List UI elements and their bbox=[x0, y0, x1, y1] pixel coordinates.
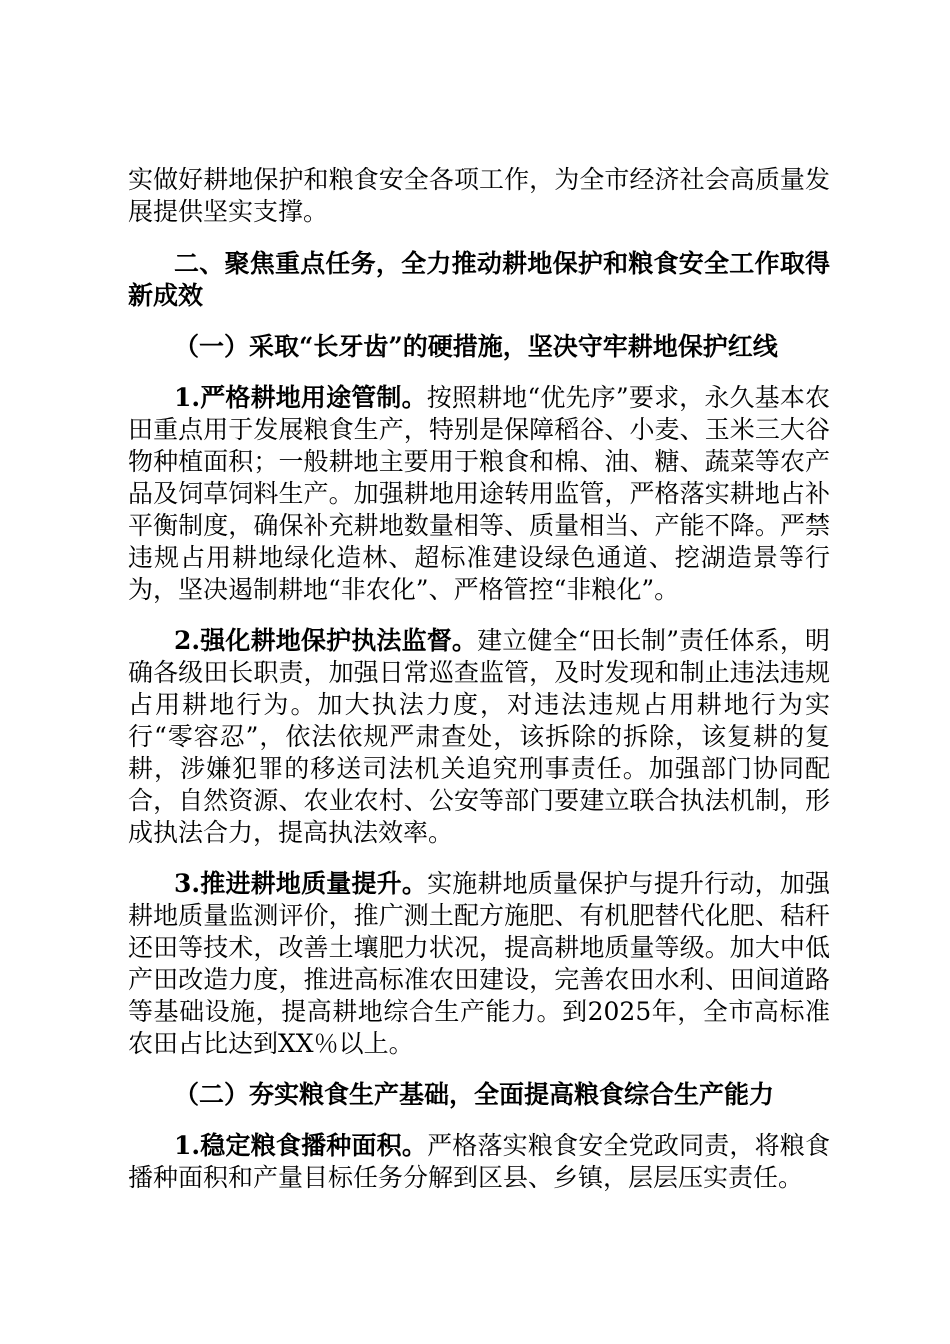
subsection-heading-2: （二）夯实粮食生产基础，全面提高粮食综合生产能力 bbox=[174, 1080, 775, 1109]
item-paragraph-2-1 bbox=[128, 1130, 830, 1194]
item-lead-2-1: 1.稳定粮食播种面积。 bbox=[174, 1131, 428, 1160]
item-paragraph-1-3 bbox=[128, 868, 830, 1060]
document-page bbox=[128, 164, 830, 1194]
item-paragraph-1-1 bbox=[128, 382, 830, 606]
paragraph-intro-continuation: 实做好耕地保护和粮食安全各项工作，为全市经济社会高质量发展提供坚实支撑。 bbox=[128, 165, 830, 226]
item-body-2-1: 严格落实粮食安全党政同责，将粮食播种面积和产量目标任务分解到区县、乡镇，层层压实责任。 bbox=[128, 1131, 830, 1192]
item-lead-1-3: 3.推进耕地质量提升。 bbox=[174, 869, 428, 898]
item-body-1-3: 实施耕地质量保护与提升行动，加强耕地质量监测评价，推广测土配方施肥、有机肥替代化肥、秸秆还田等技术，改善土壤肥力状况，提高耕地质量等级。加大中低产田改造力度，推进高标准农田建设，完善农田水利、田间道路等基础设施，提高耕地综合生产能力。到2025年，全市高标准农田占比达到XX％以上。 bbox=[128, 869, 830, 1058]
item-body-1-2: 建立健全“田长制”责任体系，明确各级田长职责，加强日常巡查监管，及时发现和制止违法违规占用耕地行为。加大执法力度，对违法违规占用耕地行为实行“零容忍”，依法依规严肃查处，该拆除的拆除，该复耕的复耕，涉嫌犯罪的移送司法机关追究刑事责任。加强部门协同配合，自然资源、农业农村、公安等部门要建立联合执法机制，形成执法合力，提高执法效率。 bbox=[128, 626, 830, 847]
item-paragraph-1-2 bbox=[128, 625, 830, 849]
subsection-heading-1: （一）采取“长牙齿”的硬措施，坚决守牢耕地保护红线 bbox=[174, 332, 778, 361]
section-heading-2: 二、聚焦重点任务，全力推动耕地保护和粮食安全工作取得新成效 bbox=[128, 249, 830, 310]
item-body-1-1: 按照耕地“优先序”要求，永久基本农田重点用于发展粮食生产，特别是保障稻谷、小麦、玉米三大谷物种植面积；一般耕地主要用于粮食和棉、油、糖、蔬菜等农产品及饲草饲料生产。加强耕地用途转用监管，严格落实耕地占补平衡制度，确保补充耕地数量相等、质量相当、产能不降。严禁违规占用耕地绿化造林、超标准建设绿色通道、挖湖造景等行为，坚决遏制耕地“非农化”、严格管控“非粮化”。 bbox=[128, 383, 830, 604]
item-lead-1-1: 1.严格耕地用途管制。 bbox=[174, 383, 427, 412]
item-lead-1-2: 2.强化耕地保护执法监督。 bbox=[174, 626, 478, 655]
